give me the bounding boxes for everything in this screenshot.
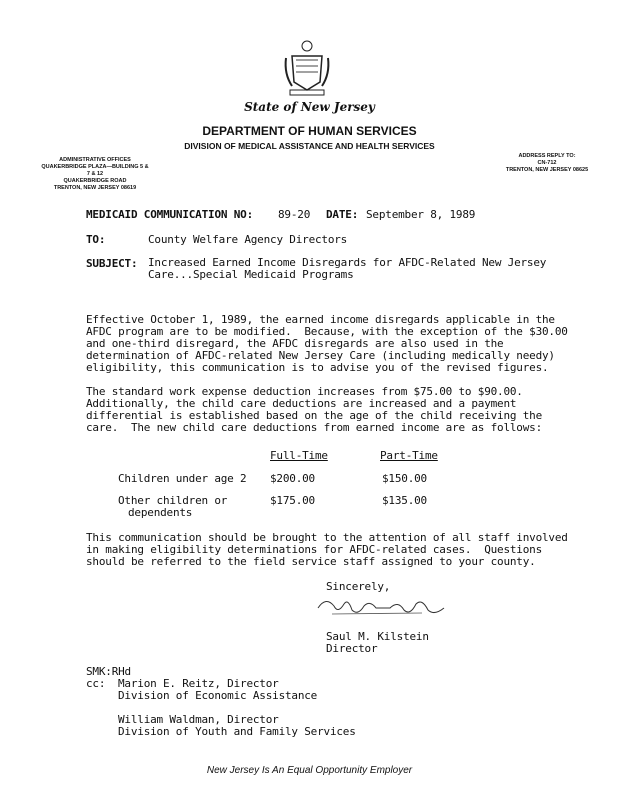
cc-label: cc: [86, 677, 106, 690]
text-line: Additionally, the child care deductions are increased and a payment [86, 397, 517, 410]
office-address [40, 157, 150, 192]
comm-label: MEDICAID COMMUNICATION NO: [86, 208, 253, 221]
footer-eoe: New Jersey Is An Equal Opportunity Employer [206, 765, 413, 776]
text-line: eligibility, this communication is to advise you of the revised figures. [86, 361, 549, 374]
reply-line: CN-712 [537, 160, 557, 166]
col-header-full-time: Full-Time [270, 449, 328, 462]
text-line: AFDC program are to be modified. Because, with the exception of the $30.00 [86, 325, 568, 338]
paragraph-2 [86, 386, 542, 434]
text-line: The standard work expense deduction increases from $75.00 to $90.00. [86, 385, 523, 398]
row-full-time: $175.00 [270, 494, 315, 507]
office-line: QUAKERBRIDGE ROAD [63, 178, 127, 184]
to-value: County Welfare Agency Directors [148, 233, 348, 246]
row-label: Children under age 2 [118, 472, 247, 485]
state-seal [282, 38, 332, 98]
signer-name: Saul M. Kilstein [326, 630, 429, 643]
office-line: QUAKERBRIDGE PLAZA—BUILDING 5 & 7 & 12 [41, 164, 149, 177]
department-title: DEPARTMENT OF HUMAN SERVICES [202, 124, 417, 138]
text-line: and one-third disregard, the AFDC disregards are also used in the [86, 337, 504, 350]
cc-name: Marion E. Reitz, Director [118, 677, 279, 690]
date-value: September 8, 1989 [366, 208, 476, 221]
signer-title: Director [326, 642, 378, 655]
sincerely: Sincerely, [326, 580, 391, 593]
row-label: Other children or [118, 494, 228, 507]
comm-number: 89-20 [278, 208, 311, 221]
subject-line: Increased Earned Income Disregards for AFDC-Related New Jersey [148, 256, 547, 269]
row-full-time: $200.00 [270, 472, 315, 485]
text-line: differential is established based on the age of the child receiving the [86, 409, 543, 422]
office-line: TRENTON, NEW JERSEY 08619 [53, 185, 137, 191]
subject-line: Care...Special Medicaid Programs [148, 268, 354, 281]
reply-line: ADDRESS REPLY TO: [518, 153, 576, 159]
cc-org: Division of Economic Assistance [118, 689, 318, 702]
date-label: DATE: [326, 208, 359, 221]
row-part-time: $150.00 [382, 472, 427, 485]
paragraph-1 [86, 314, 568, 374]
text-line: should be referred to the field service staff assigned to your county. [86, 555, 536, 568]
signature [312, 594, 452, 620]
cc-name: William Waldman, Director [118, 713, 279, 726]
reply-address [492, 153, 602, 174]
text-line: in making eligibility determinations for AFDC-related cases. Questions [86, 543, 543, 556]
cc-org: Division of Youth and Family Services [118, 725, 356, 738]
to-label: TO: [86, 233, 106, 246]
state-title: State of New Jersey [244, 100, 375, 114]
text-line: Effective October 1, 1989, the earned income disregards applicable in the [86, 313, 555, 326]
division-title: DIVISION OF MEDICAL ASSISTANCE AND HEALTH SERVICES [184, 141, 435, 151]
row-part-time: $135.00 [382, 494, 427, 507]
col-header-part-time: Part-Time [380, 449, 438, 462]
reply-line: TRENTON, NEW JERSEY 08625 [505, 167, 589, 173]
typist-initials: SMK:RHd [86, 665, 131, 678]
text-line: This communication should be brought to the attention of all staff involved [86, 531, 568, 544]
paragraph-3 [86, 532, 568, 568]
text-line: care. The new child care deductions from earned income are as follows: [86, 421, 543, 434]
subject-label: SUBJECT: [86, 257, 138, 270]
office-line: ADMINISTRATIVE OFFICES [59, 157, 131, 163]
text-line: determination of AFDC-related New Jersey Care (including medically needy) [86, 349, 555, 362]
row-label-cont: dependents [128, 506, 193, 519]
